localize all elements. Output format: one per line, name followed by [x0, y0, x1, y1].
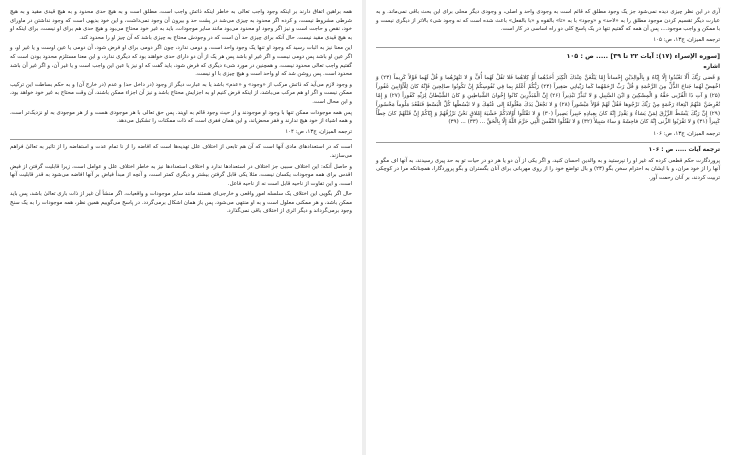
left-paragraph-2: این معنا نیز به اثبات رسید که وجود او تنها یک وجود واحد است، و دومی ندارد، چون اگر دومی برای او فرض شود، آن دومی یا عین اوست و یا غیر او، و اگر عین او باشد پس دومی نیست و اگر غیر او باشد پس هر یک از آن دو دارای حدی خواهند بود که دیگری ندارد، و این معنا مستلزم محدود بودن است که گفتیم واجب تعالی محدود نیست، و همچنین در مورد شیء دیگری که فرض شود، باید گفت که او نیز یا عین این واجب است و یا غیر آن، و اگر غیر آن باشد محدود است. پس روشن شد که او واحد است و هیچ چیزی با او نیست. [10, 45, 352, 78]
translation-heading: ترجمه آیات ..... ص : ۱۰۶ [648, 146, 720, 153]
right-top-paragraph: آری در این نظر چیزی دیده نمی‌شود جز یک وجود مطلق که قائم است به وجودی واحد و اصلی، و وجودی دیگر محلی برای این بحث باقی نمی‌ماند. و به عبارت دیگر تقسیم کردن موجود مطلق را به «لاحد» و «وجود» با به «تا» بالقوه و «با بالفعل» باعث شده است که نه وجود شیء بالاتر از دیگری نیست و با ممکن و واجب موجود...، پس آن همه که گفتیم تنها در یک پاسخ کلی دو راه اساسی در کار است. [376, 9, 720, 33]
quran-verses: وَ قَضى رَبُّكَ أَلّا تَعْبُدُوا إِلّا إِيّاهُ وَ بِالْوالِدَيْنِ إِحْساناً إِمّا يَبْلُغَنَّ عِنْدَكَ الْكِبَرَ أَحَدُهُما أَوْ كِلاهُما فَلا تَقُلْ لَهُما أُفٍّ وَ لا تَنْهَرْهُما وَ قُلْ لَهُما قَوْلاً كَرِيماً (۲۳) وَ اخْفِضْ لَهُما جَناحَ الذُّلِّ مِنَ الرَّحْمَةِ وَ قُلْ رَبِّ ارْحَمْهُما كَما رَبَّيانِي صَغِيراً (۲۴) رَبُّكُمْ أَعْلَمُ بِما فِي نُفُوسِكُمْ إِنْ تَكُونُوا صالِحِينَ فَإِنَّهُ كانَ لِلْأَوّابِينَ غَفُوراً (۲۵) وَ آتِ ذَا الْقُرْبى حَقَّهُ وَ الْمِسْكِينَ وَ ابْنَ السَّبِيلِ وَ لا تُبَذِّرْ تَبْذِيراً (۲۶) إِنَّ الْمُبَذِّرِينَ كانُوا إِخْوانَ الشَّياطِينِ وَ كانَ الشَّيْطانُ لِرَبِّهِ كَفُوراً (۲۷) وَ إِمّا تُعْرِضَنَّ عَنْهُمُ ابْتِغاءَ رَحْمَةٍ مِنْ رَبِّكَ تَرْجُوها فَقُلْ لَهُمْ قَوْلاً مَيْسُوراً (۲۸) وَ لا تَجْعَلْ يَدَكَ مَغْلُولَةً إِلى عُنُقِكَ وَ لا تَبْسُطْها كُلَّ الْبَسْطِ فَتَقْعُدَ مَلُوماً مَحْسُوراً (۲۹) إِنَّ رَبَّكَ يَبْسُطُ الرِّزْقَ لِمَنْ يَشاءُ وَ يَقْدِرُ إِنَّهُ كانَ بِعِبادِهِ خَبِيراً بَصِيراً (۳۰) وَ لا تَقْتُلُوا أَوْلادَكُمْ خَشْيَةَ إِمْلاقٍ نَحْنُ نَرْزُقُهُمْ وَ إِيّاكُمْ إِنَّ قَتْلَهُمْ كانَ خِطْأً كَبِيراً (۳۱) وَ لا تَقْرَبُوا الزِّنى إِنَّهُ كانَ فاحِشَةً وَ ساءَ سَبِيلاً (۳۲) وَ لا تَقْتُلُوا النَّفْسَ الَّتِي حَرَّمَ اللّهُ إِلّا بِالْحَقِّ ... (۳۳) ... (۳۹) [376, 75, 720, 126]
left-paragraph-4: پس همه موجودات ممکن تنها با وجود او موجودند و از حیث وجود قائم به اویند. پس حق تعالی با هر موجودی هست و از هر موجودی به او نزدیک‌تر است، و همه اشیاء از خود هیچ ندارند و فقر محض‌اند، و این همان فقری است که ذات ممکنات را تشکیل می‌دهد. [10, 109, 352, 125]
left-paragraph-1: همه براهین اتفاق دارند بر اینکه وجود واجب تعالی به خاطر اینکه ذاتش واجب است، مطلق است و به هیچ حدی محدود و به هیچ قیدی مقید و به هیچ شرطی مشروط نیست، و کرده اگر محدود به چیزی می‌شد در پشت حد و بیرون آن وجود نمی‌داشت، و این خود بدیهی است که وجود نداشتن در ماورای خود، نقص و حاجت است و نیز اگر وجود او محدود می‌بود مانند سایر موجودات، باید به غیر خود محتاج می‌بود و هیچ حدی هم برای او نیست، برای اینکه او به هیچ قیدی مقید نیست. حال آنکه برای چیزی حد آن است که در وجودش محتاج به چیزی باشد که آن چیز او را محدود کند. [10, 9, 352, 41]
divider [376, 142, 720, 143]
left-paragraph-6: و حاصل آنکه: این اختلاف سببی جز اختلاف در استعدادها ندارد و اختلاف استعدادها نیز به خاطر اختلاف علل و عوامل است، زیرا قابلیت گرفتن از فیض اقدس برای همه موجودات یکسان نیست، مثلا یکی قابل گرفتن بیشتر و دیگری کمتر است، و آنچه از مبدأ فیاض بر آنها افاضه می‌شود به قدر قابلیت آنها است، و این تفاوت از ناحیه قابل است نه از ناحیه فاعل. [10, 163, 352, 187]
left-paragraph-3: و وجود لازم می‌آید که ذاتش مرکب از «وجود» و «عدم» باشد یا به عبارت دیگر از وجود (در داخل حد) و عدم (در خارج آن) و به حکم بساطت این ترکیب ممکن نیست و اگر او هم مرکب می‌باشد، از اینکه فرض کنیم او به اجزایش محتاج باشد و نیز آن اجزاء ممکن باشند، آن وقت محتاج به غیر خود خواهد بود، و این محال است. [10, 81, 352, 105]
left-paragraph-7: حال اگر بگویی این اختلاف یک سلسله امور واقعی و خارجی‌ای هستند مانند سایر موجودات و واقعیات، اگر منشأ آن غیر از ذات باری تعالیٰ باشد، پس باید ممکن باشد، و هر ممکنی معلول است و به او منتهی می‌شود، پس باز همان اشکال برمی‌گردد. در پاسخ می‌گوییم همین نظر، همه موجودات را به یک سنخ وجود برمی‌گرداند و دیگر اثری از اختلاف باقی نمی‌گذارد. [10, 191, 352, 215]
page-reference-106: ترجمه المیزان، ج۱۳، ص: ۱۰۶ [653, 131, 720, 138]
page-reference-105: ترجمه المیزان، ج۱۳، ص: ۱۰۵ [653, 36, 720, 43]
section-subheading: اشاره [703, 64, 720, 71]
left-paragraph-5: است که در استعدادهای مادی آنها است که آن هم تابعی از اختلاف علل تهدیه‌ها است که افاضه را از نا تمام عدت و استفاضه را از تاثیر به تعالیٰ فراهم می‌سازند. [10, 144, 352, 159]
divider [10, 139, 352, 140]
left-page [0, 0, 362, 455]
book-gutter [362, 0, 366, 455]
right-page [366, 0, 730, 455]
page-reference-104: ترجمه المیزان، ج۱۳، ص: ۱۰۴ [285, 128, 352, 135]
surah-heading: [سوره الإسراء (۱۷): آیات ۲۲ تا ۳۹] ..... ص : ۱۰۵ [566, 52, 720, 61]
divider [376, 47, 720, 48]
translation-paragraph: پروردگارت حکم قطعی کرده که غیر او را نپرستید و به والدین احسان کنید، و اگر یکی از آن دو یا هر دو در حیات تو به حد پیری رسیدند، به آنها اف مگو و آنها را از خود مران، و با ایشان به احترام سخن بگو (۲۳) و بال تواضع خود را از روی مهربانی برای آنان بگستران و بگو پروردگارا، همچنانکه مرا در کوچکی تربیت کردند، بر آنان رحمت آور. [376, 157, 720, 181]
